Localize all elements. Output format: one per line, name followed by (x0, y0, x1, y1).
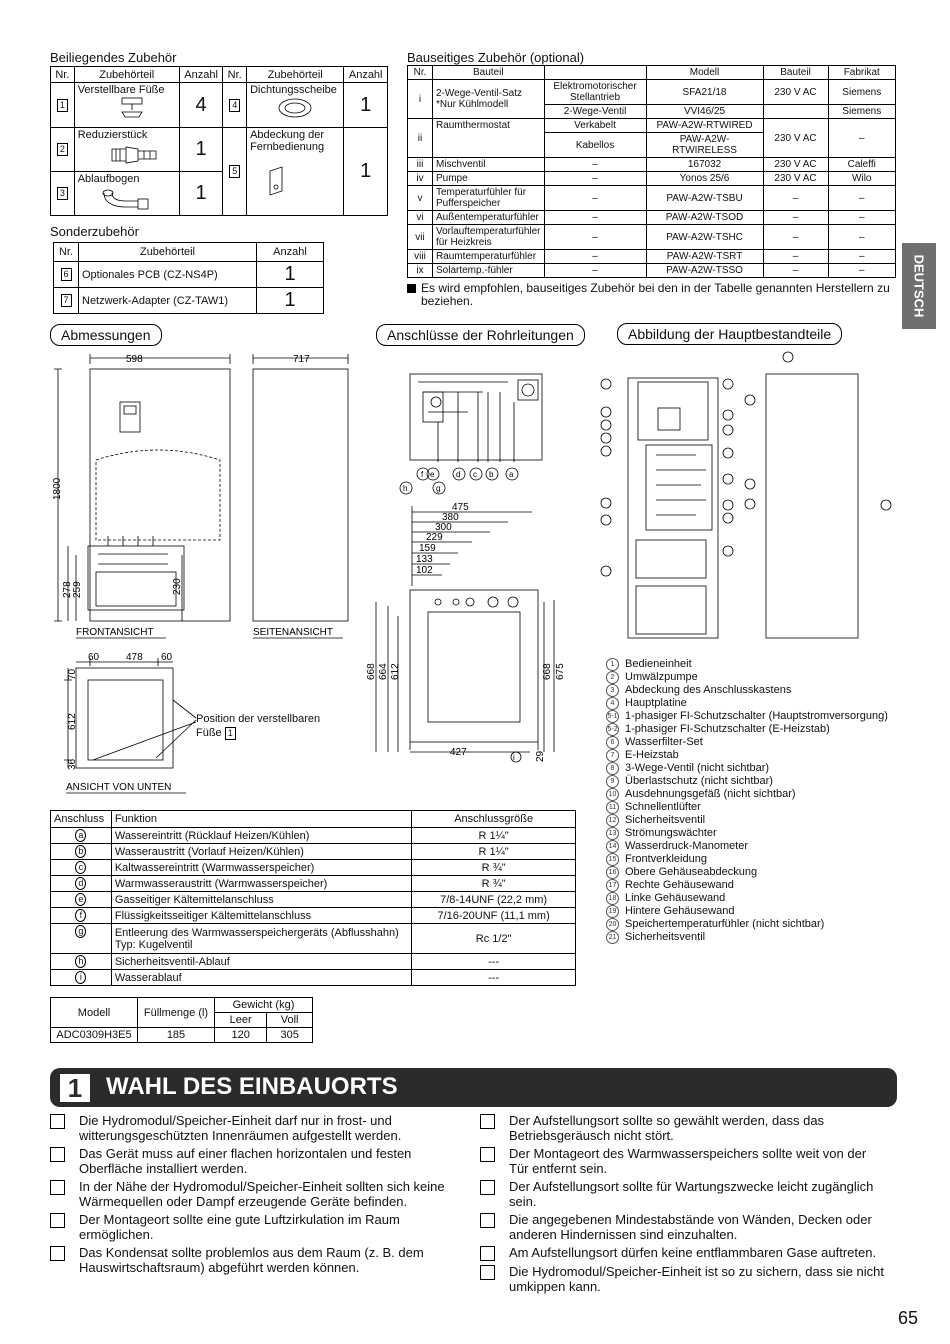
language-tab: DEUTSCH (902, 243, 936, 329)
dim-278: 278 (62, 581, 73, 598)
gasket-icon (270, 96, 320, 120)
col-nr: Nr. (408, 66, 433, 80)
feet-ref-number: 1 (225, 727, 236, 740)
pipe-dim-133: 133 (416, 554, 433, 565)
table-row: e Gasseitiger Kältemittelanschluss 7/8-14UNF (22,2 mm) (51, 892, 576, 908)
dim-259: 259 (72, 581, 83, 598)
item-name: Optionales PCB (CZ-NS4P) (79, 262, 257, 288)
col-qty: Anzahl (257, 243, 324, 262)
list-item: 1 Bedieneinheit (606, 658, 906, 671)
conn-label-c: c (473, 470, 477, 479)
pipe-vert-668: 668 (366, 663, 377, 680)
list-item: 4 Hauptplatine (606, 697, 906, 710)
main-components-drawing (598, 350, 898, 642)
item-name: Ablaufbogen (77, 173, 140, 185)
checkbox[interactable] (480, 1246, 495, 1261)
table-row (54, 262, 324, 288)
feet-position-note: Position der verstellbaren Füße 1 (196, 713, 321, 739)
conn-label-a: a (509, 470, 514, 479)
site-title: Bauseitiges Zubehör (optional) (407, 50, 585, 65)
components-legend (606, 658, 906, 944)
connections-table (50, 810, 576, 986)
col-spec: Bauteil (763, 66, 828, 80)
item-number: 1 (57, 99, 68, 112)
table-row: i Wasserablauf --- (51, 970, 576, 986)
item-name: Abdeckung der Fernbedienung (250, 129, 325, 153)
item-number: 3 (57, 187, 68, 200)
bottom-view-drawing (64, 658, 196, 768)
list-item: Der Aufstellungsort sollte so gewählt werden, dass das Betriebsgeräusch nicht stört. (480, 1113, 885, 1143)
col-size: Anschlussgröße (412, 811, 576, 828)
checkbox[interactable] (50, 1114, 65, 1129)
lower-front-view (376, 590, 554, 762)
item-qty: 1 (344, 83, 388, 128)
front-view-caption: FRONTANSICHT (76, 627, 154, 638)
table-row: Kabellos PAW-A2W-RTWIRELESS (408, 133, 896, 158)
pipe-dim-102: 102 (416, 565, 433, 576)
side-view-caption: SEITENANSICHT (253, 627, 334, 638)
col-function: Funktion (111, 811, 411, 828)
list-item: 6 Wasserfilter-Set (606, 736, 906, 749)
item-qty: 4 (179, 83, 223, 128)
pipe-dim-229: 229 (426, 532, 443, 543)
list-item: 12 Sicherheitsventil (606, 814, 906, 827)
col-nr: Nr. (54, 243, 79, 262)
table-row: g Entleerung des Warmwasserspeichergeräts (Abflusshahn) Typ: Kugelventil Rc 1/2" (51, 924, 576, 954)
list-item: 15 Frontverkleidung (606, 853, 906, 866)
dim-bottom-60b: 60 (161, 652, 173, 663)
item-name: Verstellbare Füße (77, 84, 165, 96)
dim-bottom-70: 70 (67, 668, 78, 680)
list-item: 19 Hintere Gehäusewand (606, 905, 906, 918)
checkbox[interactable] (480, 1180, 495, 1195)
item-name: Reduzierstück (77, 129, 148, 141)
unit-side-closed (766, 374, 858, 638)
included-title: Beiliegendes Zubehör (50, 50, 177, 65)
adjustable-foot-icon (108, 96, 158, 118)
table-row: iii Mischventil – 167032 230 V AC Caleffi (408, 158, 896, 172)
table-row (74, 83, 179, 128)
list-item: Der Aufstellungsort sollte für Wartungszwecke leicht zugänglich sein. (480, 1179, 885, 1209)
col-part: Zubehörteil (79, 243, 257, 262)
list-item: 17 Rechte Gehäusewand (606, 879, 906, 892)
list-item: Das Kondensat sollte problemlos aus dem Raum (z. B. dem Hauswirtschaftsraum) abgeführt werden können. (50, 1245, 450, 1275)
dim-bottom-478: 478 (126, 652, 143, 663)
table-row (74, 128, 179, 172)
table-row: ix Solartemp.-fühler – PAW-A2W-TSSO – – (408, 264, 896, 278)
list-item: 16 Obere Gehäuseabdeckung (606, 866, 906, 879)
checklist-left (50, 1113, 450, 1278)
dim-230: 230 (172, 578, 183, 595)
list-item: Am Aufstellungsort dürfen keine entflammbaren Gase auftreten. (480, 1245, 885, 1261)
site-accessories-table (407, 65, 896, 278)
list-item: 13 Strömungswächter (606, 827, 906, 840)
list-item: 10 Ausdehnungsgefäß (nicht sichtbar) (606, 788, 906, 801)
list-item: Die angegebenen Mindestabstände von Wänden, Decken oder anderen Hindernissen sind einzuhalten. (480, 1212, 885, 1242)
table-row (247, 83, 344, 128)
section-title: WAHL DES EINBAUORTS (106, 1073, 398, 1100)
table-row: viii Raumtemperaturfühler – PAW-A2W-TSRT – – (408, 250, 896, 264)
table-row: i 2-Wege-Ventil-Satz *Nur Kühlmodell Elektromotorischer Stellantrieb SFA21/18 230 V AC Siemens (408, 80, 896, 105)
bullet-square-icon (407, 284, 416, 293)
pipe-connections-heading: Anschlüsse der Rohrleitungen (376, 324, 585, 346)
dim-height: 1800 (52, 477, 63, 500)
table-row: v Temperaturfühler für Pufferspeicher – PAW-A2W-TSBU – – (408, 186, 896, 211)
side-view-drawing (253, 354, 348, 621)
table-row: vii Vorlauftemperaturfühler für Heizkreis – PAW-A2W-TSHC – – (408, 225, 896, 250)
checkbox[interactable] (50, 1213, 65, 1228)
list-item: Die Hydromodul/Speicher-Einheit ist so zu sichern, dass sie nicht umkippen kann. (480, 1264, 885, 1294)
checkbox[interactable] (50, 1180, 65, 1195)
item-qty: 1 (257, 288, 324, 314)
pipe-vert-612: 612 (390, 663, 401, 680)
special-accessories-table (53, 242, 324, 314)
col-part: Zubehörteil (247, 67, 344, 83)
list-item: 18 Linke Gehäusewand (606, 892, 906, 905)
dim-side-width: 717 (293, 354, 310, 365)
item-number: 6 (61, 268, 72, 281)
list-item: 3 Abdeckung des Anschlusskastens (606, 684, 906, 697)
dim-front-width: 598 (126, 354, 143, 365)
table-row (54, 288, 324, 314)
item-name: Dichtungsscheibe (250, 84, 337, 96)
pipe-dim-380: 380 (442, 512, 459, 523)
conn-label-g: g (436, 484, 441, 493)
list-item: 8 3-Wege-Ventil (nicht sichtbar) (606, 762, 906, 775)
table-row (74, 172, 179, 216)
list-item: 14 Wasserdruck-Manometer (606, 840, 906, 853)
table-row: c Kaltwassereintritt (Warmwasserspeicher) R ¾" (51, 860, 576, 876)
item-number: 4 (229, 99, 240, 112)
conn-label-b: b (489, 470, 494, 479)
list-item: 2 Umwälzpumpe (606, 671, 906, 684)
table-row: ADC0309H3E5 185 120 305 (51, 1028, 313, 1043)
front-view-drawing (54, 354, 230, 621)
table-row: iv Pumpe – Yonos 25/6 230 V AC Wilo (408, 172, 896, 186)
pipe-dim-300: 300 (435, 522, 452, 533)
dimensions-heading: Abmessungen (50, 324, 162, 346)
checkbox[interactable] (480, 1265, 495, 1280)
item-name: Netzwerk-Adapter (CZ-TAW1) (79, 288, 257, 314)
col-qty: Anzahl (344, 67, 388, 83)
list-item: 9 Überlastschutz (nicht sichtbar) (606, 775, 906, 788)
col-model: Modell (646, 66, 763, 80)
checkbox[interactable] (480, 1147, 495, 1162)
included-accessories-table (50, 66, 388, 216)
col-connection: Anschluss (51, 811, 112, 828)
table-row: f Flüssigkeitsseitiger Kältemittelanschluss 7/16-20UNF (11,1 mm) (51, 908, 576, 924)
table-row: b Wasseraustritt (Vorlauf Heizen/Kühlen) R 1¼" (51, 844, 576, 860)
drain-elbow-icon (98, 185, 158, 211)
checklist-right (480, 1113, 885, 1297)
pipe-dim-159: 159 (419, 543, 436, 554)
list-item: 11 Schnellentlüfter (606, 801, 906, 814)
col-sub (544, 66, 646, 80)
table-row: d Warmwasseraustritt (Warmwasserspeicher) R ¾" (51, 876, 576, 892)
col-part: Bauteil (433, 66, 545, 80)
table-row: vi Außentemperaturfühler – PAW-A2W-TSOD – – (408, 211, 896, 225)
dim-bottom-36: 36 (67, 758, 78, 770)
top-connection-view (410, 374, 542, 462)
bottom-view-caption: ANSICHT VON UNTEN (66, 782, 172, 793)
pipe-dim-427: 427 (450, 747, 467, 758)
special-title: Sonderzubehör (50, 224, 139, 239)
item-number: 7 (61, 294, 72, 307)
conn-label-f: f (421, 470, 424, 479)
item-qty: 1 (179, 172, 223, 216)
list-item: Der Montageort sollte eine gute Luftzirkulation im Raum ermöglichen. (50, 1212, 450, 1242)
list-item: In der Nähe der Hydromodul/Speicher-Einheit sollten sich keine Wärmequellen oder Dampf erzeugende Geräte befinden. (50, 1179, 450, 1209)
pipe-connection-drawings (368, 362, 568, 767)
list-item: Die Hydromodul/Speicher-Einheit darf nur in frost- und witterungsgeschützten Innenräumen aufgestellt werden. (50, 1113, 450, 1143)
pipe-vert-668b: 668 (542, 663, 553, 680)
reducer-icon (108, 141, 168, 167)
col-maker: Fabrikat (828, 66, 895, 80)
col-nr: Nr. (223, 67, 247, 83)
conn-label-e: e (430, 470, 435, 479)
checkbox[interactable] (480, 1213, 495, 1228)
dim-bottom-60a: 60 (88, 652, 100, 663)
main-components-heading: Abbildung der Hauptbestandteile (617, 323, 842, 345)
list-item: Der Montageort des Warmwasserspeichers sollte weit von der Tür entfernt sein. (480, 1146, 885, 1176)
component-callouts (601, 352, 891, 576)
list-item: Das Gerät muss auf einer flachen horizontalen und festen Oberfläche installiert werden. (50, 1146, 450, 1176)
pipe-vert-675: 675 (555, 663, 566, 680)
list-item: 20 Speichertemperaturfühler (nicht sichtbar) (606, 918, 906, 931)
item-qty: 1 (344, 128, 388, 216)
col-part: Zubehörteil (74, 67, 179, 83)
conn-label-d: d (456, 470, 461, 479)
table-row: a Wassereintritt (Rücklauf Heizen/Kühlen) R 1¼" (51, 828, 576, 844)
col-qty: Anzahl (179, 67, 223, 83)
list-item: 5-1 1-phasiger FI-Schutzschalter (Hauptstromversorgung) (607, 710, 888, 723)
conn-label-h: h (403, 484, 408, 493)
section-number: 1 (60, 1074, 90, 1102)
table-row (247, 128, 344, 216)
pipe-dim-29: 29 (535, 750, 546, 762)
page-number: 65 (898, 1308, 919, 1328)
unit-front-open (628, 378, 718, 638)
checkbox[interactable] (50, 1246, 65, 1261)
pipe-dim-475: 475 (452, 502, 469, 513)
item-number: 5 (229, 165, 240, 178)
col-nr: Nr. (51, 67, 75, 83)
model-table: Modell Füllmenge (l) Gewicht (kg) Leer Voll ADC0309H3E5 185 120 305 (50, 997, 313, 1043)
conn-label-i: i (513, 753, 515, 762)
item-number: 2 (57, 143, 68, 156)
checkbox[interactable] (50, 1147, 65, 1162)
checkbox[interactable] (480, 1114, 495, 1129)
pipe-vert-664: 664 (378, 663, 389, 680)
item-qty: 1 (179, 128, 223, 172)
list-item: 5-2 1-phasiger FI-Schutzschalter (E-Heizstab) (607, 723, 830, 736)
section-header (50, 1068, 897, 1107)
table-row: h Sicherheitsventil-Ablauf --- (51, 954, 576, 970)
list-item: 21 Sicherheitsventil (606, 931, 906, 944)
list-item: 7 E-Heizstab (606, 749, 906, 762)
table-row: ii Raumthermostat Verkabelt PAW-A2W-RTWIRED 230 V AC – (408, 119, 896, 133)
dim-bottom-612: 612 (67, 713, 78, 730)
remote-cover-icon (264, 163, 304, 199)
table-row: 2-Wege-Ventil VVI46/25 Siemens (408, 105, 896, 119)
site-note: Es wird empfohlen, bauseitiges Zubehör bei den in der Tabelle genannten Herstellern zu beziehen. (407, 282, 897, 308)
item-qty: 1 (257, 262, 324, 288)
